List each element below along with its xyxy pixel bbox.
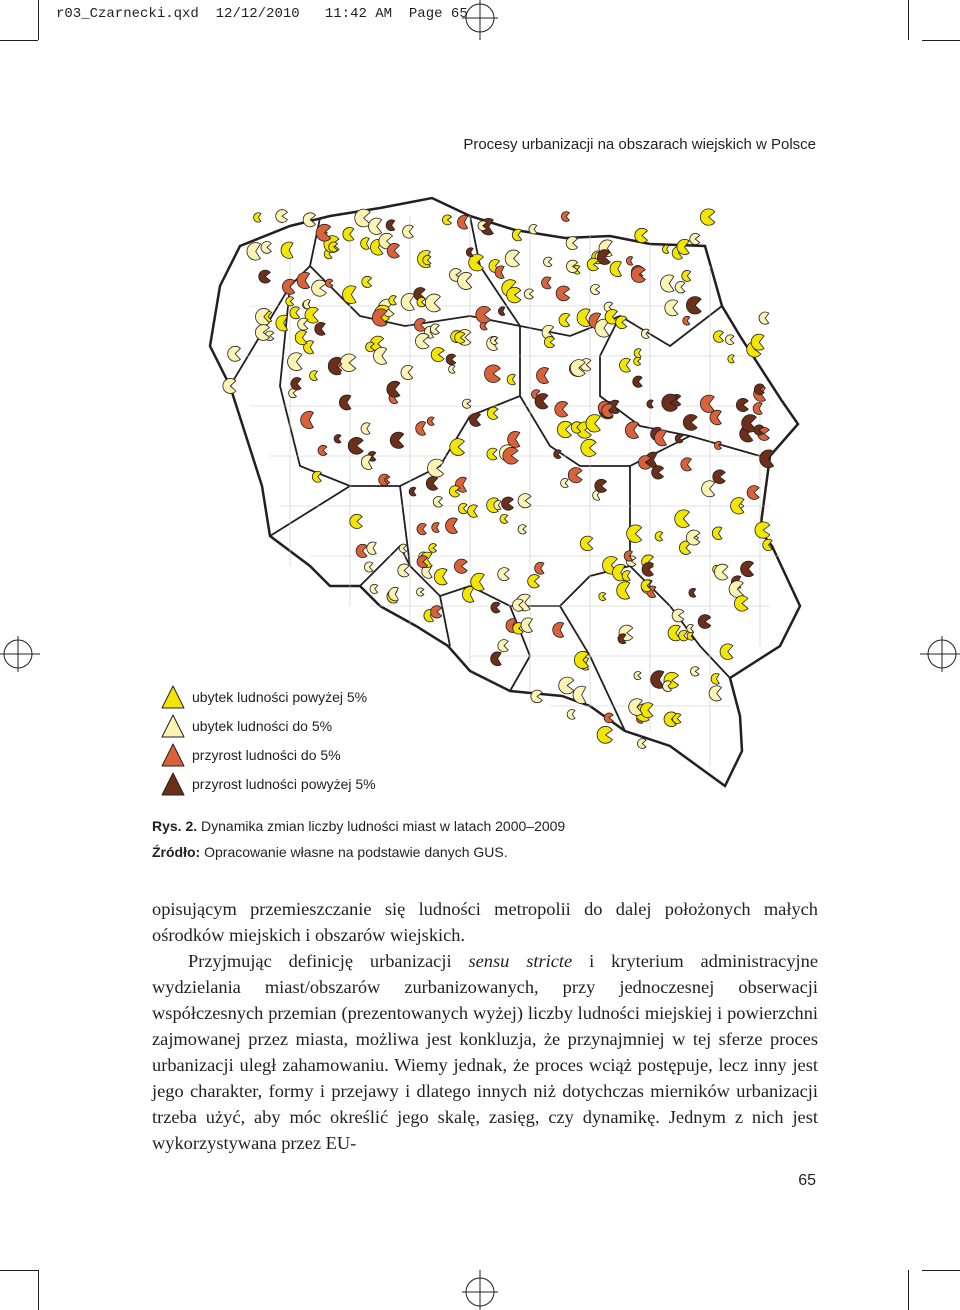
- figure-source: [152, 844, 508, 860]
- body-paragraph-1: [152, 896, 818, 948]
- town-marker: [690, 233, 700, 244]
- town-marker: [751, 334, 764, 350]
- map-legend: [160, 682, 376, 798]
- legend-swatch-growth-to-5: [160, 742, 186, 768]
- registration-mark-top: [458, 0, 502, 44]
- legend-label: przyrost ludności do 5%: [192, 746, 341, 763]
- paragraph-text: Przyjmując definicję urbanizacji sensu stricte i kryterium administracyjne wydzielania miast/obszarów zurbanizowanych, przy jednoczesnej obserwacji współczesnych przemian (prezentowanych wyżej) liczby ludności miejskiej i powierzchni zajmowanej przez miasta, możliwa jest konkluzja, że przynajmniej w tej sferze proces urbanizacji uległ zahamowaniu. Wiemy jednak, że proces wciąż postępuje, lecz inny jest jego charakter, formy i przejawy i dlatego innych niż dotychczas mierników urbanizacji trzeba użyć, aby móc określić jego skalę, zasięg, czy dynamikę. Jednym z nich jest wykorzystywana przez EU-: [152, 951, 818, 1153]
- legend-swatch-decline-to-5: [160, 713, 186, 739]
- figure-label: Rys. 2.: [152, 818, 198, 834]
- printer-slug: [56, 6, 468, 22]
- town-marker: [637, 739, 646, 749]
- source-text: Opracowanie własne na podstawie danych GUS.: [204, 844, 508, 860]
- legend-item-growth-to-5: [160, 740, 376, 769]
- registration-mark-bottom: [458, 1266, 502, 1310]
- figure-title: Dynamika zmian liczby ludności miast w latach 2000–2009: [201, 818, 566, 834]
- registration-mark-left: [0, 632, 44, 676]
- legend-label: przyrost ludności powyżej 5%: [192, 775, 376, 792]
- registration-mark-right: [916, 632, 960, 676]
- legend-swatch-decline-over-5: [160, 684, 186, 710]
- slug-date: 12/12/2010: [215, 6, 300, 22]
- town-marker: [561, 212, 569, 222]
- town-marker: [529, 224, 537, 234]
- town-marker: [635, 228, 648, 242]
- town-marker: [755, 522, 770, 538]
- town-marker: [760, 450, 774, 468]
- town-marker: [759, 312, 769, 324]
- legend-item-decline-to-5: [160, 711, 376, 740]
- legend-swatch-growth-over-5: [160, 771, 186, 797]
- town-marker: [597, 726, 612, 743]
- source-label: Źródło:: [152, 844, 201, 860]
- legend-item-decline-over-5: [160, 682, 376, 711]
- town-marker: [567, 709, 575, 719]
- legend-label: ubytek ludności powyżej 5%: [192, 688, 368, 705]
- slug-time: 11:42 AM: [324, 6, 393, 22]
- slug-filename: r03_Czarnecki.qxd: [56, 6, 199, 22]
- town-marker: [276, 210, 288, 223]
- town-marker: [254, 213, 261, 222]
- legend-label: ubytek ludności do 5%: [192, 717, 333, 734]
- town-marker: [700, 209, 715, 225]
- page-number: 65: [798, 1172, 816, 1189]
- italic-term: sensu stricte: [468, 951, 573, 971]
- running-header: Procesy urbanizacji na obszarach wiejskich w Polsce: [463, 136, 816, 153]
- slug-page: Page 65: [408, 6, 468, 22]
- legend-item-growth-over-5: [160, 769, 376, 798]
- body-paragraph-2: [152, 948, 818, 1156]
- paragraph-text: opisującym przemieszczanie się ludności metropolii do dalej położonych małych ośrodków miejskich i obszarów wiejskich.: [152, 899, 818, 945]
- town-marker: [531, 690, 542, 703]
- figure-caption: [152, 818, 565, 834]
